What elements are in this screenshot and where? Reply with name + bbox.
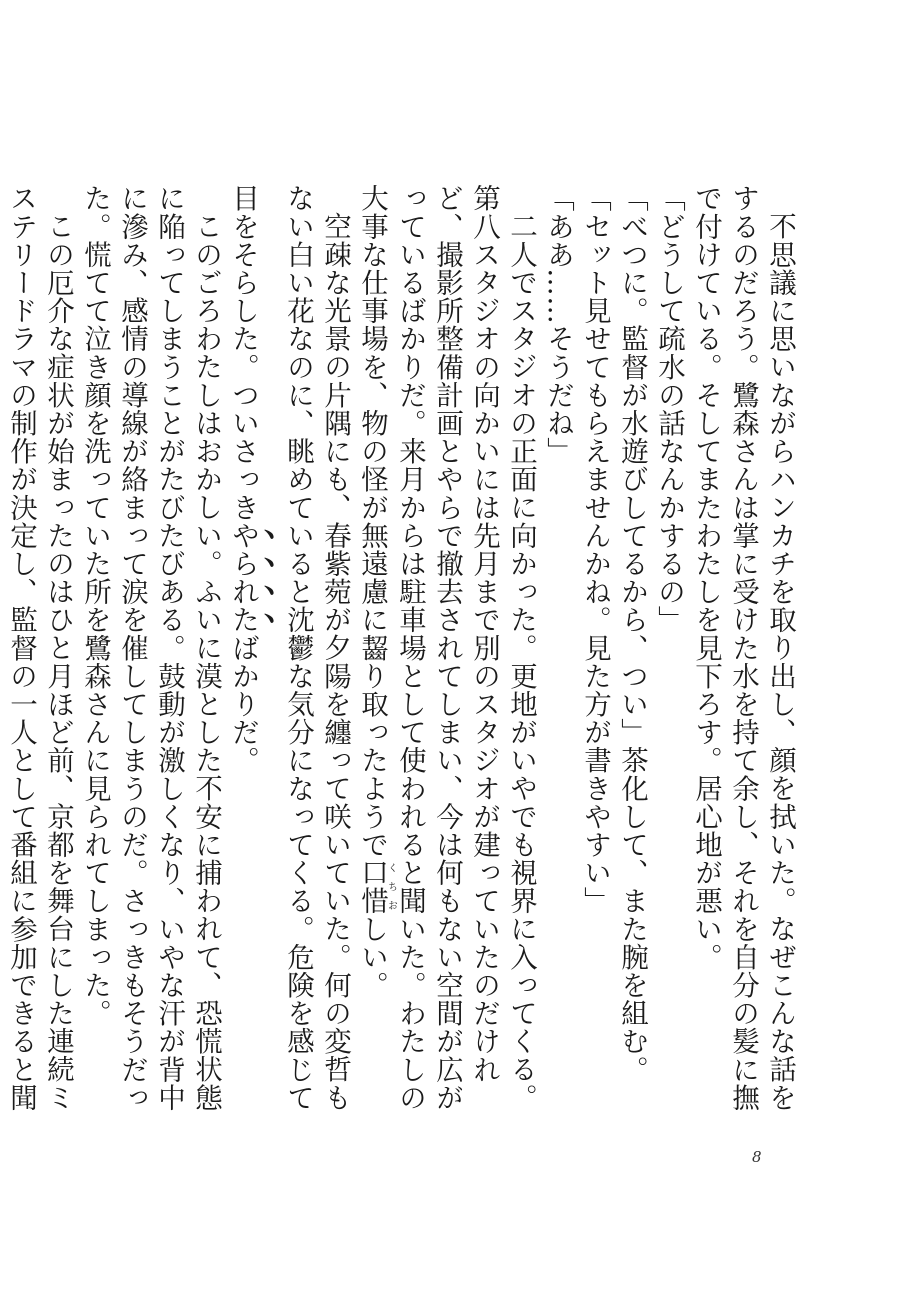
- vertical-text-body: [5, 184, 798, 1124]
- paragraph-3-text: 空疎な光景の片隅にも、春紫菀が夕陽を纏って咲いていた。何の変哲もない白い花なのに、眺めていると沈鬱な気分になってくる。危険を感じて目をそらした。ついさっき: [227, 184, 351, 1112]
- ruby-kuchioshii: [356, 858, 397, 915]
- paragraph-2: [353, 184, 539, 1124]
- ruby-reading: くちお: [385, 858, 397, 915]
- paragraph-2-text: 二人でスタジオの正面に向かった。更地がいやでも視界に入ってくる。第八スタジオの向かいには先月まで別のスタジオが建っていたのだけれど、撮影所整備計画とやらで撤去されてしまい、今は何もない空間が広がっているばかりだ。来月からは駐車場として使われると聞いた。わたしの大事な仕事場を、物の怪が無遠慮に齧り取ったようで: [356, 184, 537, 1112]
- page-number: 8: [752, 1148, 762, 1166]
- paragraph-2-end: しい。: [356, 914, 388, 999]
- paragraph-3: [224, 184, 353, 1124]
- ruby-base: 口惜: [356, 858, 388, 915]
- dialogue-2: 「べつに。監督が水遊びしてるから、つい」茶化して、また腕を組む。「セット見せてもらえませんかね。見た方が書きやすい」: [579, 184, 648, 1084]
- emphasized-phrase: やられた: [227, 521, 259, 634]
- dialogue-1: 「どうして疏水の話なんかするの」: [653, 184, 685, 634]
- paragraph-1: 不思議に思いながらハンカチを取り出し、顔を拭いた。なぜこんな話をするのだろう。鷺森さんは掌に受けた水を持て余し、それを自分の髪に撫で付けている。そしてまたわたしを見下ろす。居心地が悪い。: [690, 184, 796, 1112]
- paragraph-4: このごろわたしはおかしい。ふいに漠とした不安に捕われて、恐慌状態に陥ってしまうことがたびたびある。鼓動が激しくなり、いやな汗が背中に滲み、感情の導線が絡まって涙を催してしまうのだ。さっきもそうだった。慌てて泣き顔を洗っていた所を鷺森さんに見られてしまった。: [79, 184, 222, 1112]
- dialogue-3: 「ああ……そうだね」: [542, 184, 574, 465]
- paragraph-5: この厄介な症状が始まったのはひと月ほど前、京都を舞台にした連続ミステリードラマの制作が決定し、監督の一人として番組に参加できると聞: [5, 184, 74, 1112]
- paragraph-3-end: ばかりだ。: [227, 633, 259, 775]
